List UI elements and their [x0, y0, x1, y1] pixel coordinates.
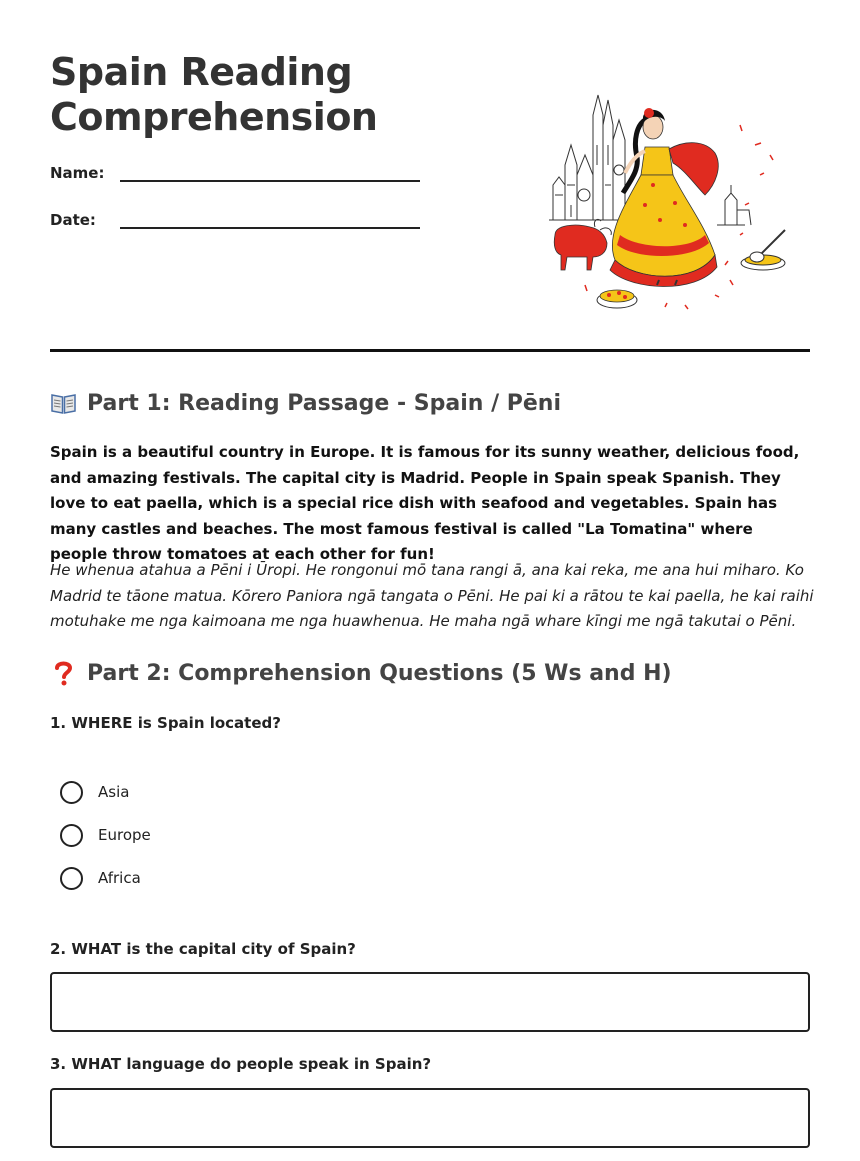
question-1: 1. WHERE is Spain located?	[50, 714, 281, 732]
paella-icon	[597, 290, 637, 308]
flamenco-dancer-icon	[610, 108, 718, 287]
radio-europe[interactable]	[60, 824, 83, 847]
question-2: 2. WHAT is the capital city of Spain?	[50, 940, 356, 958]
open-book-icon	[50, 390, 77, 416]
date-field-row	[50, 211, 420, 241]
option-asia[interactable]	[60, 779, 129, 805]
question-3: 3. WHAT language do people speak in Spain?	[50, 1055, 432, 1073]
spain-illustration	[545, 85, 795, 317]
option-europe[interactable]	[60, 822, 151, 848]
section2-heading	[50, 660, 672, 686]
page-title: Spain Reading Comprehension	[50, 50, 378, 139]
section1-heading	[50, 390, 561, 416]
option-asia-label: Asia	[98, 783, 130, 801]
answer-3-input[interactable]	[50, 1088, 810, 1148]
radio-africa[interactable]	[60, 867, 83, 890]
guitar-icon	[741, 230, 785, 270]
bull-icon	[554, 219, 611, 270]
name-line[interactable]	[120, 180, 420, 182]
section2-heading-text: Part 2: Comprehension Questions (5 Ws and H)	[87, 660, 672, 686]
option-europe-label: Europe	[98, 826, 151, 844]
date-label: Date:	[50, 211, 96, 229]
cathedral-icon	[549, 95, 631, 220]
red-question-mark-icon	[50, 660, 77, 686]
option-africa[interactable]	[60, 865, 141, 891]
section1-heading-text: Part 1: Reading Passage - Spain / Pēni	[87, 390, 562, 416]
passage-english: Spain is a beautiful country in Europe. It is famous for its sunny weather, delicious food, and amazing festivals. The capital city is Madrid. People in Spain speak Spanish. They love to eat paella, which is a special rice dish with seafood and vegetables. Spain has many castles and beaches. The most famous festival is called "La Tomatina" where people throw tomatoes at each other for fun!	[50, 443, 800, 563]
radio-asia[interactable]	[60, 781, 83, 804]
header-divider	[50, 349, 810, 352]
passage-maori: He whenua atahua a Pēni i Ūropi. He rongonui mō tana rangi ā, ana kai reka, me ana hui miharo. Ko Madrid te tāone matua. Kōrero Paniora ngā tangata o Pēni. He pai ki a rātou te kai paella, he kai raihi motuhake me nga kaimoana me nga huawhenua. He maha ngā whare kīngi me ngā takutai o Pēni.	[50, 561, 814, 630]
name-field-row	[50, 164, 420, 194]
date-line[interactable]	[120, 227, 420, 229]
option-africa-label: Africa	[98, 869, 141, 887]
name-label: Name:	[50, 164, 105, 182]
answer-2-input[interactable]	[50, 972, 810, 1032]
